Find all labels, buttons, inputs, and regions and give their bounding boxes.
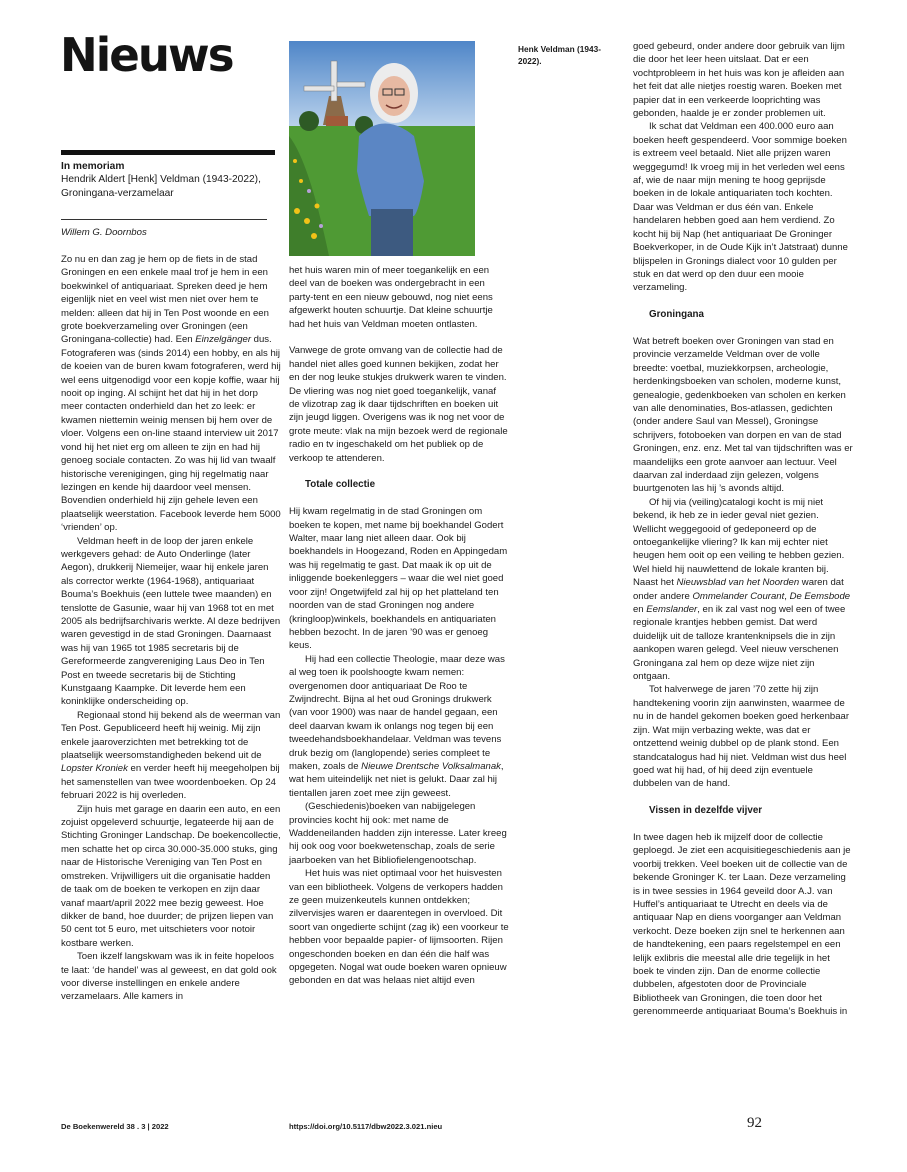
paragraph: het huis waren min of meer toegankelijk en een deel van de boeken was ondergebracht in een party-tent en een nieuw gebouwd, nog niet eens afgewerkt houten schuurtje. Dat kleine schuurtje had het huis van Veldman moeten ontlasten. [289,265,493,330]
paragraph: Tot halverwege de jaren ’70 zette hij zijn handtekening voorin zijn aanwinsten, waarmee de nu in de handel gekomen boeken goed herkenbaar zijn. Wat mijn verbazing wekte, was dat er ontzettend weinig dubbel op de plank stond. Een standcatalogus had hij niet. Veldman wist dus heel goed wat hij had, of hij deed zijn eventuele dubbelen van de hand. [633,684,850,790]
column-3 [633,40,853,1019]
italic-title: Lopster Kroniek [61,763,128,775]
text-span: , en ik zal vast nog wel een of twee regionale krantjes hebben gemist. Dat werd duidelijk uit de talloze krantenknipsels die in zijn aankopen waren gelegd. Veel nieuw verschenen Groningana zal hem op deze wijze niet zijn ontgaan. [633,604,846,683]
paragraph: Hij kwam regelmatig in de stad Groningen om boeken te kopen, met name bij boekhandel Godert Walter, maar lang niet alleen daar. Ook bij boekhandels in Hoogezand, Roden en Appingedam was hij regelmatig te gast. Dat maak ik op uit de inliggende boekenleggers – waar die wel niet goed voor zijn! Ongetwijfeld zal hij op het platteland ten noorden van de stad Groningen nog andere (kringloop)winkels, boekhandels en antiquariaten hebben bezocht. In de jaren ’90 was er genoeg keus. [289,506,508,652]
portrait-illustration [289,41,475,256]
photo-caption: Henk Veldman (1943-2022). [518,44,602,66]
text-span: , [784,590,790,602]
italic-title: Ommelander Courant [692,590,785,602]
text-span: waren dat onder andere [633,577,844,602]
kicker-label: In memoriam [61,161,125,172]
paragraph: Het huis was niet optimaal voor het huisvesten van een bibliotheek. Volgens de verkopers hadden ze geen muizenkeutels kunnen ontdekken; zilvervisjes waren er daarentegen in overvloed. Dit soort van ongedierte schijnt (zag ik) een voorkeur te hebben voor bepaalde papier- of lijmsoorten. Rijen ongeschonden boeken en dan één die half was opgegeten. Nogal wat oude boeken waren opnieuw gebonden en dat was helaas niet altijd even [289,868,509,987]
text-span: Of hij via (veiling)catalogi kocht is mij niet bekend, ik heb ze in ieder geval niet gezien. Wellicht weggegooid of gedeponeerd op de ontoegankelijke vliering? Ik kan mij echter niet heugen hem ooit op een veiling te hebben gezien. Wel hield hij nauwlettend de lokale kranten bij. Naast het [633,496,845,589]
text-span: Zo nu en dan zag je hem op de fiets in de stad Groningen en een enkele maal trof je hem in een boekwinkel of antiquariaat. Spreken deed je hem eigenlijk niet en veel wist men niet over hem te melden: alleen dat hij in Ten Post woonde en een grote boekverzameling over Groningen (een Groningana-collectie) had. Een [61,254,269,346]
paragraph [289,653,509,800]
text-span: Hij had een collectie Theologie, maar deze was al weg toen ik poolshoogte kwam nemen: overgenomen door antiquariaat De Roo te Zwijndrecht. Bijna al het oud Gronings drukwerk (van voor 1900) was naar de handel gegaan, een deel daarvan kwam ik onlangs nog tegen bij een tweedehandsboekhandelaar. Veldman was tevens druk bezig om (langlopende) series compleet te maken, zoals de [289,653,505,772]
paragraph: Zijn huis met garage en daarin een auto, en een zojuist opgeleverd schuurtje, legateerde hij aan de Stichting Groninger Landschap. De boekencollectie, men schatte het op circa 30.000-35.000 stuks, ging naar de Historische Vereniging van Ten Post en omstreken. Vrijwilligers uit die organisatie hadden de taak om de boeken te verkopen en zijn daar vanaf maart/april 2022 mee bezig geweest. Hoe dikker de band, hoe duurder; de prijzen liepen van 50 cent tot 5 euro, met uitschieters voor notoir kostbare werken. [61,803,281,949]
paragraph: Toen ikzelf langskwam was ik in feite hopeloos te laat: ‘de handel’ was al geweest, en dat gold ook voor diverse instellingen en enkele andere verzamelaars. Alle kamers in [61,951,277,1003]
section-heading: Totale collectie [305,479,376,491]
paragraph [61,253,281,535]
text-span: dus. Fotograferen was (sinds 2014) een hobby, en als hij de koeien van de buren kwam fotograferen, werd hij wel eens uitgenodigd voor een kopje koffie, waar hij nooit op inging. Al schijnt het dat hij in het dorp meer contacten onderhield dan het zo leek: er kwamen niettemin weinig mensen bij hem over de vloer. Volgens een on-line staand interview uit 2017 vond hij het niet erg om alleen te zijn en had hij genoeg sociale contacten. Zo was hij lid van twaalf historische verenigingen, ging hij regelmatig naar lezingen en kende hij daardoor veel mensen. Bovendien onderhield hij zijn gehele leven een plaatselijk weerstation. Facebook leverde hem 5000 ‘vrienden’ op. [61,334,281,534]
column-2 [289,264,509,988]
paragraph [61,709,281,803]
portrait-photo [289,41,475,256]
italic-title: Nieuwsblad van het Noorden [676,577,800,589]
article-subtitle: Hendrik Aldert [Henk] Veldman (1943-2022), Groningana-verzamelaar [61,174,261,199]
italic-title: Eemslander [646,604,698,616]
section-title: Nieuws [60,28,233,82]
italic-title: Nieuwe Drentsche Volksalmanak [361,760,501,772]
footer-journal: De Boekenwereld 38 . 3 | 2022 [61,1122,169,1131]
section-heading: Groningana [649,309,704,321]
text-span: en verder heeft hij meegeholpen bij het samenstellen van twee woordenboeken. Op 24 februari 2022 is hij overleden. [61,763,280,802]
column-1 [61,253,281,1004]
article-author: Willem G. Doornbos [61,227,147,238]
paragraph: (Geschiedenis)boeken van nabijgelegen provincies kocht hij ook: met name de Waddeneilanden hadden zijn interesse. Later kreeg hij ook oog voor boekwetenschap, zoals de serie jaarboeken van het Bibliofielengenootschap. [289,801,507,866]
paragraph: Ik schat dat Veldman een 400.000 euro aan boeken heeft gespendeerd. Voor sommige boeken is extreem veel betaald. Niet alle prijzen waren weggegumd! Ik vroeg mij in het verleden wel eens af, wie de naar mijn mening te hoog geprijsde boeken in de lokale antiquariaten toch kochten. Daar was Veldman er dus één van. Enkele handelaren hebben goed aan hem verdiend. Zo kocht hij bij Nap (het antiquariaat De Groninger Boekverkoper, in de Oude Kijk in’t Jatstraat) dunne blijspelen in Gronings dialect voor 10 gulden per stuk en dat werd op den duur een mooie verzameling. [633,121,848,294]
article-kicker [61,160,281,200]
paragraph: Wat betreft boeken over Groningen van stad en provincie verzamelde Veldman over de volle breedte: voetbal, muziekkorpsen, archeologie, herdenkingsboeken van scholen, moderne kunst, genealogie, gedenkboeken van scholen en kerken van alle denominaties, Bos-atlassen, gedichten (onder andere Saul van Messel), Groningse schrijvers, fotoboeken van dorpen en van de stad Groningen, enz. enz. Met tal van tijdschriften was er maandelijks een grote aanvoer aan lectuur. Veel daarvan zal inderdaad zijn gelezen, volgens buurtgenoten las hij ’s avonds altijd. [633,335,853,495]
paragraph: In twee dagen heb ik mijzelf door de collectie geploegd. Je ziet een acquisitiegeschiedenis aan je voorbij trekken. Veel boeken uit de collectie van de bekende Groninger K. ter Laan. Deze verzameling is in twee sessies in 1964 geveild door A.J. van Huffel’s antiquariaat te Utrecht en deels via de antiquaar Nap en diens voorganger aan Veldman verkocht. Deze boeken zijn snel te herkennen aan de handtekening, een paars regelstempel en een lelijk exlibris die meestal alle drie tegelijk in het boek te vinden zijn. Dan de enorme collectie dubbelen, afgestoten door de Provinciale Bibliotheek van Groningen, die toen door het gerenommeerde antiquariaat Bouma’s Boekhuis in [633,831,851,1018]
title-rule [61,150,275,155]
paragraph: Vanwege de grote omvang van de collectie had de handel niet alles goed kunnen bekijken, zodat her en der nog leuke stukjes drukwerk waren te vinden. De vliering was nog niet goed toegankelijk, vanaf de vlizotrap zag ik daar tijdschriften en boeken uit zijn jeugd liggen. Overigens was ik nog net voor de grote meute: vlak na mijn bezoek werd de regionale radio en tv ingeschakeld om het publiek op de verkoop te attenderen. [289,345,508,464]
text-span: Regionaal stond hij bekend als de weerman van Ten Post. Gepubliceerd heeft hij weinig. Mij zijn enkele jaaroverzichten met betrekking tot de plaatselijk weersomstandigheden bekend uit de [61,709,281,762]
italic-term: Einzelgänger [195,334,252,346]
section-heading: Vissen in dezelfde vijver [649,805,763,817]
paragraph: goed gebeurd, onder andere door gebruik van lijm die door het leer heen uitslaat. Dat er een vochtprobleem in het huis was kon je afleiden aan het feit dat alle nietjes roestig waren. Boeken met papier dat in een verkeerde looprichting was gebonden, haalde je er zonder problemen uit. [633,41,845,120]
page-number: 92 [747,1115,762,1131]
paragraph [633,496,853,684]
italic-title: De Eemsbode [789,590,851,602]
author-rule [61,219,267,220]
text-span: , wat hem uiteindelijk net niet is gelukt. Daar zal hij tientallen jaren zoet mee zijn geweest. [289,760,504,799]
footer-doi-link[interactable]: https://doi.org/10.5117/dbw2022.3.021.nieu [289,1122,443,1131]
text-span: en [633,604,647,616]
paragraph: Veldman heeft in de loop der jaren enkele werkgevers gehad: de Auto Onderlinge (later Aegon), drukkerij Niemeijer, waar hij enkele jaren als corrector werkte (1964-1968), antiquariaat Bouma’s Boekhuis (een luttele twee maanden) en tenslotte de Gasunie, waar hij van 1968 tot en met 2005 als bedrijfsarchivaris werkte. Al deze bedrijven waren gevestigd in de stad Groningen. Daarnaast was hij van 1965 tot 1985 secretaris bij de Gereformeerde zangvereniging Laus Deo in Ten Post en tweede secretaris bij de Stichting Kunstgaang Kaampke. Dit leverde hem een koninklijke onderscheiding op. [61,535,281,708]
